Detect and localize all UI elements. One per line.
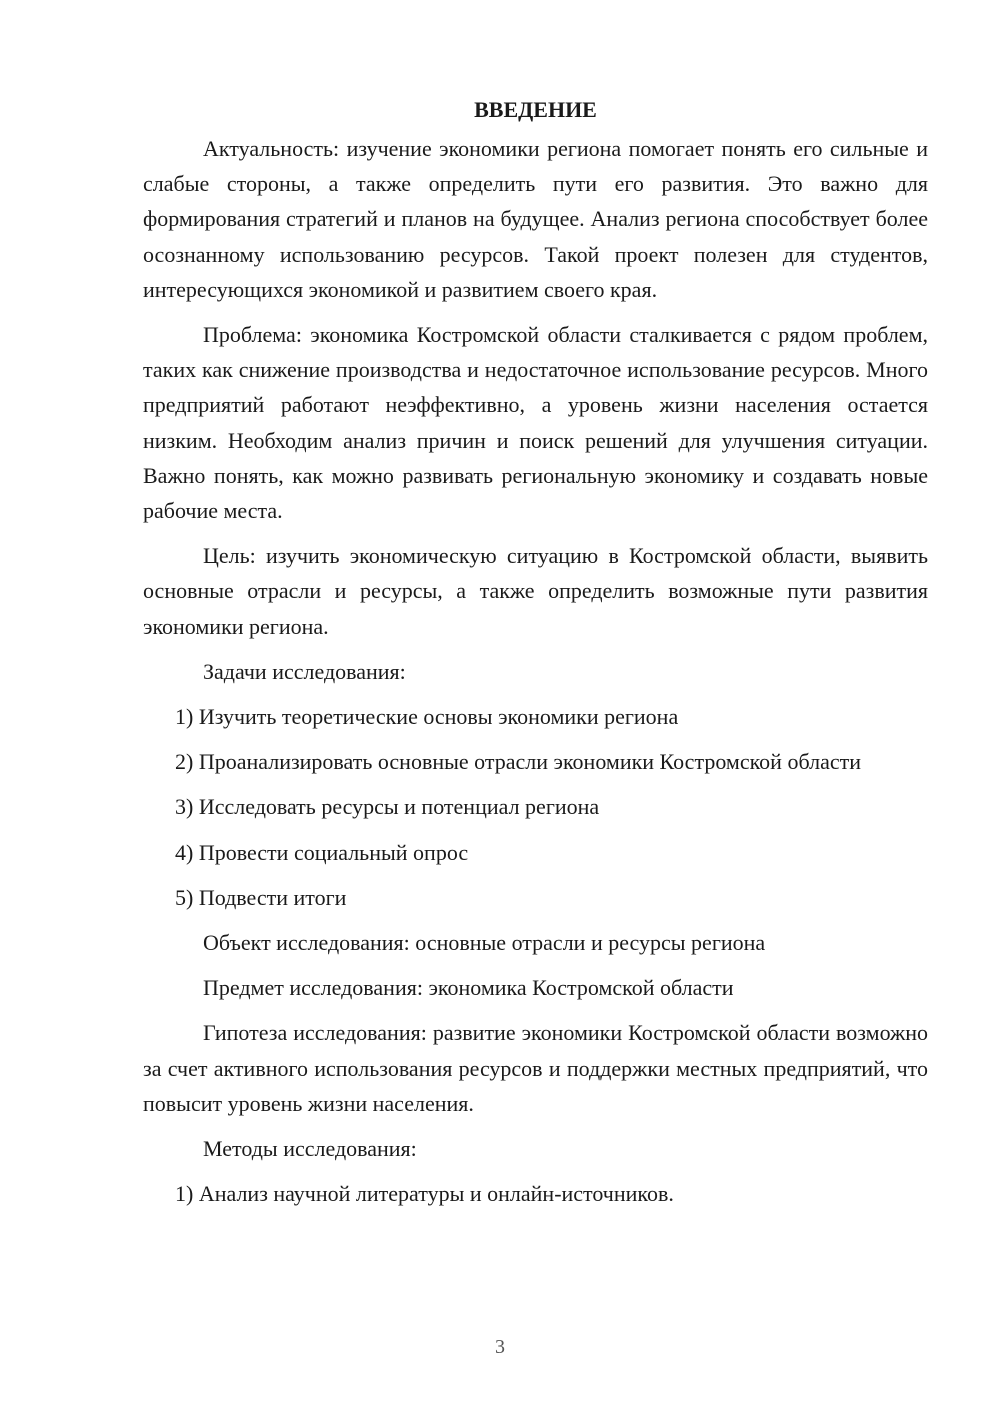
methods-heading: Методы исследования: [203, 1136, 417, 1162]
task-item-5: 5) Подвести итоги [175, 884, 347, 910]
paragraph-subject: Предмет исследования: экономика Костромской области [203, 975, 734, 1001]
page-number: 3 [495, 1336, 505, 1358]
tasks-heading: Задачи исследования: [203, 658, 406, 684]
task-item-4: 4) Провести социальный опрос [175, 839, 469, 865]
task-item-1: 1) Изучить теоретические основы экономики региона [175, 704, 679, 730]
paragraph-object: Объект исследования: основные отрасли и ресурсы региона [203, 930, 766, 956]
paragraph-relevance: Актуальность: изучение экономики региона помогает понять его сильные и слабые стороны, а также определить пути его развития. Это важно для формирования стратегий и планов на будущее. Анализ региона способствует более осознанному использованию ресурсов. Такой проект полезен для студентов, интересующихся экономикой и развитием своего края. [143, 136, 928, 302]
document-page [143, 92, 928, 1211]
task-item-2: 2) Проанализировать основные отрасли экономики Костромской области [175, 749, 861, 775]
paragraph-hypothesis: Гипотеза исследования: развитие экономики Костромской области возможно за счет активного использования ресурсов и поддержки местных предприятий, что повысит уровень жизни населения. [143, 1020, 928, 1116]
paragraph-goal: Цель: изучить экономическую ситуацию в Костромской области, выявить основные отрасли и ресурсы, а также определить возможные пути развития экономики региона. [143, 543, 928, 639]
paragraph-problem: Проблема: экономика Костромской области сталкивается с рядом проблем, таких как снижение производства и недостаточное использование ресурсов. Много предприятий работают неэффективно, а уровень жизни населения остается низким. Необходим анализ причин и поиск решений для улучшения ситуации. Важно понять, как можно развивать региональную экономику и создавать новые рабочие места. [143, 322, 928, 524]
method-item-1: 1) Анализ научной литературы и онлайн-источников. [175, 1181, 674, 1207]
task-item-3: 3) Исследовать ресурсы и потенциал региона [175, 794, 600, 820]
page-title: ВВЕДЕНИЕ [474, 97, 597, 122]
